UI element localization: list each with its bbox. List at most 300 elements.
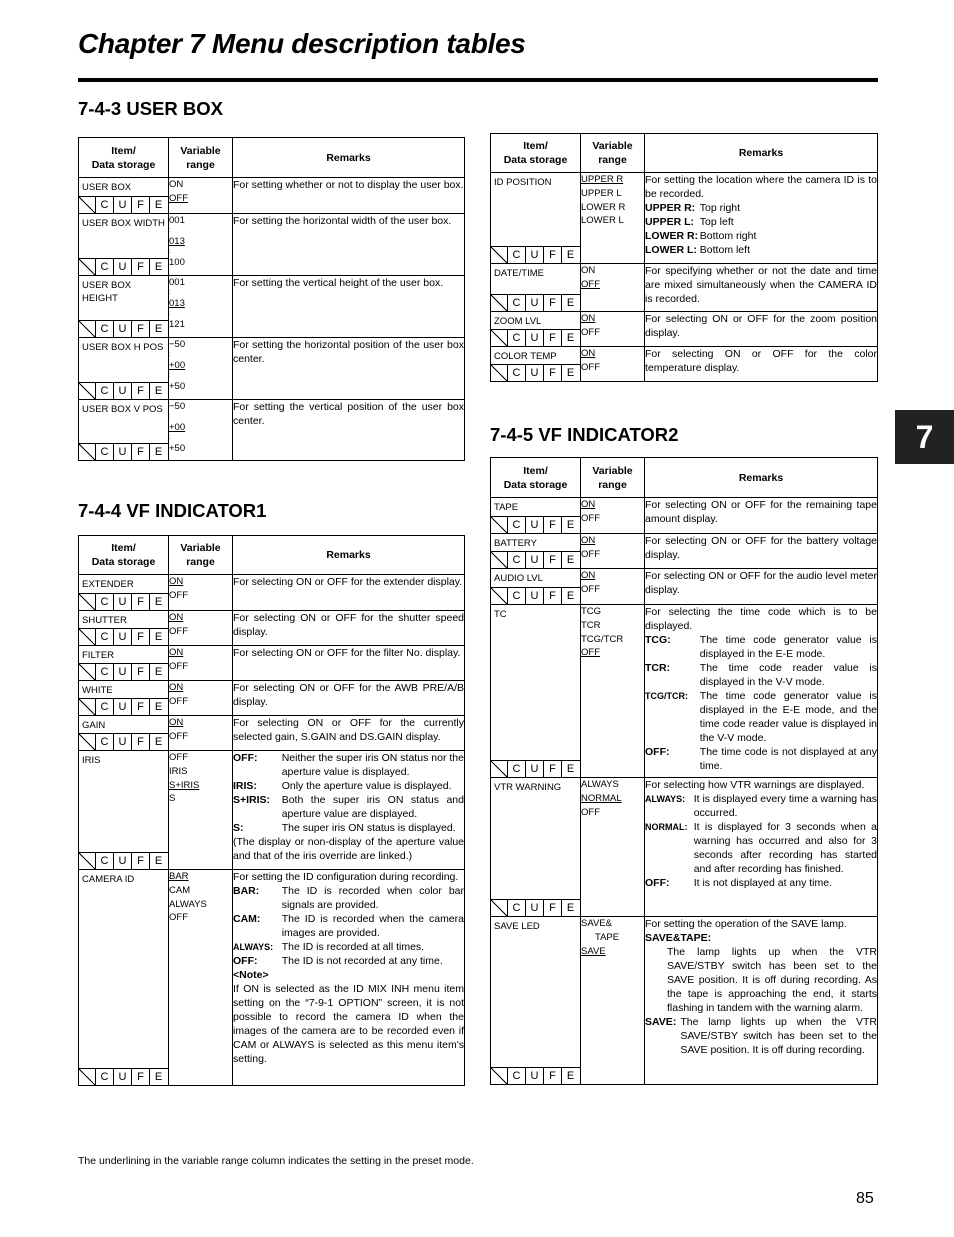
range-value: ALWAYS: [169, 898, 207, 910]
header-item-storage: [79, 536, 169, 575]
item-name: GAIN: [82, 720, 106, 731]
definition-term: OFF:: [233, 955, 258, 967]
storage-cell-c: C: [508, 517, 526, 533]
diagonal-slash-cell: [79, 321, 96, 337]
storage-cell-c: C: [96, 664, 114, 680]
definition-term: SAVE:: [645, 1016, 677, 1028]
header-item-label: Item/: [111, 144, 136, 157]
definition-item: [233, 751, 464, 779]
range-value: 013: [169, 297, 185, 309]
range-value: OFF: [169, 625, 188, 637]
definition-item: [645, 201, 877, 215]
item-cell: [491, 312, 581, 347]
storage-cell-c: C: [96, 734, 114, 750]
header-storage-label: Data storage: [91, 158, 156, 171]
definition-text: The lamp lights up when the VTR SAVE/STBY switch has been set to the SAVE position. It is off during recording.: [680, 1016, 877, 1056]
storage-cell-e: E: [566, 297, 575, 309]
item-name: FILTER: [82, 650, 115, 661]
definition-text: Bottom right: [699, 230, 757, 242]
storage-cell-e: E: [154, 385, 163, 397]
data-storage-grid: [491, 294, 580, 311]
item-cell: [79, 276, 169, 338]
storage-cell-f: F: [544, 295, 562, 311]
remarks-cell: [645, 778, 878, 917]
item-name: SAVE LED: [494, 921, 540, 932]
definition-term: TCR:: [645, 662, 671, 674]
definition-text: The ID is not recorded at any time.: [281, 955, 443, 967]
diagonal-slash-cell: [491, 761, 508, 777]
item-cell: [79, 178, 169, 214]
variable-range-cell: [169, 611, 233, 646]
remarks-cell: For selecting ON or OFF for the battery voltage display.: [645, 534, 878, 569]
item-name: USER BOX V POS: [82, 404, 163, 415]
range-value: TCR: [581, 619, 601, 631]
item-cell: [79, 646, 169, 681]
variable-range-cell: [169, 575, 233, 611]
data-storage-grid: [491, 551, 580, 568]
data-storage-grid: [491, 364, 580, 381]
definition-item: [645, 1015, 877, 1057]
range-value: ON: [169, 179, 184, 190]
range-value: BAR: [169, 871, 189, 882]
range-value: 001: [169, 277, 185, 288]
diagonal-slash-cell: [79, 594, 96, 610]
storage-cell-u: U: [114, 444, 132, 460]
storage-cell-u: U: [526, 365, 544, 381]
storage-cell-u: U: [114, 664, 132, 680]
storage-cell-e: E: [154, 666, 163, 678]
header-variable-label: Variable: [180, 542, 221, 554]
storage-cell-f: F: [132, 594, 150, 610]
table-row: [491, 312, 878, 347]
range-value: ALWAYS: [581, 779, 619, 790]
table-row: [79, 751, 465, 870]
storage-cell-c: C: [96, 1069, 114, 1085]
item-cell: [79, 214, 169, 276]
storage-cell-e: E: [154, 701, 163, 713]
item-cell: [491, 264, 581, 312]
storage-cell-e: E: [566, 1070, 575, 1082]
header-item-storage: [491, 134, 581, 173]
storage-cell-u: U: [526, 295, 544, 311]
range-value: OFF: [169, 912, 188, 924]
storage-cell-c: C: [96, 259, 114, 275]
definition-term: OFF:: [645, 746, 670, 758]
diagonal-slash-cell: [79, 197, 96, 213]
item-name: USER BOX: [82, 182, 132, 193]
note-label: <Note>: [233, 969, 269, 981]
data-storage-grid: [491, 760, 580, 777]
storage-cell-e: E: [566, 554, 575, 566]
definition-text: It is not displayed at any time.: [693, 877, 833, 889]
item-cell: [491, 917, 581, 1085]
range-value: ON: [581, 570, 596, 581]
definition-item: [233, 793, 464, 821]
storage-cell-c: C: [96, 321, 114, 337]
table-row: [491, 534, 878, 569]
storage-cell-c: C: [96, 594, 114, 610]
header-variable-label: Variable: [180, 144, 221, 157]
range-value: −50: [169, 401, 186, 412]
range-value: :: [169, 351, 171, 358]
chapter-title: Chapter 7 Menu description tables: [78, 28, 526, 59]
header-row: [491, 134, 878, 173]
variable-range-cell: [581, 173, 645, 264]
header-range-label: range: [598, 478, 627, 491]
variable-range-cell: [169, 178, 233, 214]
table-row: [79, 646, 465, 681]
remarks-cell: For selecting ON or OFF for the color temperature display.: [645, 347, 878, 382]
item-cell: [491, 173, 581, 264]
storage-cell-e: E: [566, 763, 575, 775]
range-value: OFF: [581, 512, 600, 524]
header-remarks: Remarks: [645, 458, 878, 498]
variable-range-cell: [169, 276, 233, 338]
section-title-user-box: 7-4-3 USER BOX: [78, 98, 223, 119]
remarks-cell: For selecting ON or OFF for the AWB PRE/A/B display.: [233, 681, 465, 716]
range-value: +50: [169, 442, 186, 454]
remarks-intro: For setting the location where the camera ID is to be recorded.: [645, 174, 877, 200]
diagonal-slash-cell: [79, 629, 96, 645]
header-storage-label: Data storage: [91, 556, 156, 568]
storage-cell-f: F: [544, 365, 562, 381]
chapter-side-tab: 7: [895, 410, 954, 464]
definition-text: It is displayed for 3 seconds when a warning has occurred and also for 3 seconds after recording has started and after recording has finished.: [693, 821, 877, 875]
remarks-cell: [233, 751, 465, 870]
table-row: [491, 605, 878, 778]
storage-cell-c: C: [96, 699, 114, 715]
item-name: ID POSITION: [494, 177, 552, 188]
range-value: OFF: [169, 752, 188, 763]
variable-range-cell: [581, 605, 645, 778]
remarks-cell: For selecting ON or OFF for the shutter speed display.: [233, 611, 465, 646]
range-value: ON: [581, 348, 596, 359]
variable-range-cell: [581, 917, 645, 1085]
storage-cell-f: F: [544, 761, 562, 777]
variable-range-cell: [581, 534, 645, 569]
range-value: LOWER R: [581, 201, 626, 213]
data-storage-grid: [491, 587, 580, 604]
storage-cell-e: E: [154, 261, 163, 273]
storage-cell-f: F: [544, 517, 562, 533]
storage-cell-f: F: [544, 588, 562, 604]
range-value: :: [169, 227, 171, 234]
diagonal-slash-cell: [79, 734, 96, 750]
range-value: −50: [169, 339, 186, 350]
storage-cell-u: U: [114, 197, 132, 213]
header-item-storage: [79, 138, 169, 178]
data-storage-grid: [491, 246, 580, 263]
remarks-cell: For setting whether or not to display the user box.: [233, 178, 465, 214]
definition-term: LOWER L:: [645, 244, 697, 256]
definition-term: BAR:: [233, 885, 260, 897]
range-value: :: [169, 372, 171, 379]
storage-cell-u: U: [114, 699, 132, 715]
definition-text: The time code reader value is displayed in the V-V mode.: [699, 662, 877, 688]
range-value: S+IRIS: [169, 779, 200, 791]
definition-item: [645, 689, 877, 745]
definition-text: The ID is recorded when the camera images are provided.: [281, 913, 464, 939]
data-storage-grid: [79, 1068, 168, 1085]
storage-cell-f: F: [132, 699, 150, 715]
storage-cell-u: U: [114, 321, 132, 337]
range-value: OFF: [581, 326, 600, 338]
storage-cell-e: E: [154, 323, 163, 335]
variable-range-cell: [581, 498, 645, 534]
remarks-intro: For setting the operation of the SAVE lamp.: [645, 918, 847, 930]
range-value: TAPE: [595, 931, 620, 943]
storage-cell-c: C: [508, 1068, 526, 1084]
table-row: [79, 575, 465, 611]
data-storage-grid: [79, 593, 168, 610]
variable-range-cell: [581, 264, 645, 312]
definition-term: UPPER R:: [645, 202, 696, 214]
range-value: +50: [169, 380, 186, 392]
range-value: OFF: [581, 278, 600, 290]
range-value: ON: [581, 535, 596, 546]
header-range-label: range: [186, 158, 215, 171]
table-row: [491, 778, 878, 917]
definition-text: Top left: [699, 216, 734, 228]
remarks-note: (The display or non-display of the aperture value and that of the iris override are linked.): [233, 836, 464, 862]
remarks-intro: For selecting how VTR warnings are displayed.: [645, 779, 865, 791]
table-row: [491, 569, 878, 605]
item-cell: [491, 534, 581, 569]
diagonal-slash-cell: [491, 247, 508, 263]
variable-range-cell: [169, 338, 233, 400]
header-item-label: Item/: [523, 140, 548, 152]
remarks-cell: For setting the vertical position of the user box center.: [233, 400, 465, 461]
definition-text: The super iris ON status is displayed.: [281, 822, 456, 834]
range-value: OFF: [169, 695, 188, 707]
header-variable-label: Variable: [592, 140, 633, 152]
storage-cell-u: U: [526, 517, 544, 533]
table-row: [79, 276, 465, 338]
definition-term: NORMAL:: [645, 822, 688, 832]
range-value: NORMAL: [581, 792, 622, 804]
storage-cell-e: E: [566, 332, 575, 344]
definition-item: [645, 661, 877, 689]
header-item-storage: [491, 458, 581, 498]
data-storage-grid: [79, 698, 168, 715]
definition-term: ALWAYS:: [233, 942, 274, 952]
storage-cell-e: E: [566, 249, 575, 261]
header-variable-label: Variable: [592, 464, 633, 477]
storage-cell-f: F: [544, 330, 562, 346]
range-value: ON: [581, 265, 596, 276]
storage-cell-u: U: [114, 734, 132, 750]
storage-cell-u: U: [526, 1068, 544, 1084]
item-cell: [79, 751, 169, 870]
storage-cell-f: F: [132, 1069, 150, 1085]
storage-cell-c: C: [508, 552, 526, 568]
storage-cell-f: F: [132, 734, 150, 750]
storage-cell-f: F: [132, 853, 150, 869]
storage-cell-u: U: [526, 552, 544, 568]
item-name: VTR WARNING: [494, 782, 562, 793]
item-name: DATE/TIME: [494, 268, 544, 279]
remarks-cell: For setting the horizontal position of the user box center.: [233, 338, 465, 400]
definition-term: CAM:: [233, 913, 261, 925]
storage-cell-u: U: [114, 1069, 132, 1085]
storage-cell-f: F: [132, 197, 150, 213]
remarks-cell: For selecting ON or OFF for the extender display.: [233, 575, 465, 611]
remarks-cell: For specifying whether or not the date and time are mixed simultaneously when the CAMERA ID is recorded.: [645, 264, 878, 312]
diagonal-slash-cell: [491, 330, 508, 346]
definition-text: Only the aperture value is displayed.: [281, 780, 452, 792]
storage-cell-f: F: [544, 900, 562, 916]
variable-range-cell: [581, 347, 645, 382]
table-row: [79, 870, 465, 1086]
storage-cell-u: U: [526, 330, 544, 346]
item-name: USER BOX H POS: [82, 342, 164, 353]
header-remarks: Remarks: [233, 138, 465, 178]
storage-cell-e: E: [566, 590, 575, 602]
footnote: The underlining in the variable range column indicates the setting in the preset mode.: [78, 1155, 474, 1167]
range-value: OFF: [581, 583, 600, 595]
remarks-intro: For setting the ID configuration during recording.: [233, 871, 459, 883]
header-variable-range: [581, 134, 645, 173]
header-variable-range: [581, 458, 645, 498]
item-name: SHUTTER: [82, 615, 127, 626]
table-row: [491, 347, 878, 382]
header-item-label: Item/: [111, 542, 136, 554]
definition-text: Top right: [699, 202, 741, 214]
definition-item: [233, 940, 464, 954]
storage-cell-c: C: [508, 761, 526, 777]
remarks-cell: [233, 870, 465, 1086]
table-row: [79, 716, 465, 751]
data-storage-grid: [79, 258, 168, 275]
definition-text: The ID is recorded when color bar signals are provided.: [281, 885, 464, 911]
range-value: ON: [169, 612, 184, 623]
range-value: CAM: [169, 884, 191, 896]
header-row: [79, 536, 465, 575]
data-storage-grid: [79, 320, 168, 337]
table-row: [491, 264, 878, 312]
diagonal-slash-cell: [491, 900, 508, 916]
storage-cell-c: C: [508, 330, 526, 346]
range-value: UPPER L: [581, 187, 622, 199]
definition-term: LOWER R:: [645, 230, 699, 242]
definition-text: The time code generator value is displayed in the E-E mode.: [699, 634, 877, 660]
definition-term: SAVE&TAPE:: [645, 932, 712, 944]
variable-range-cell: [169, 870, 233, 1086]
data-storage-grid: [79, 196, 168, 213]
item-cell: [79, 870, 169, 1086]
data-storage-grid: [79, 733, 168, 750]
remarks-cell: [645, 917, 878, 1085]
data-storage-grid: [491, 329, 580, 346]
storage-cell-u: U: [114, 629, 132, 645]
user-box-table: [78, 137, 465, 461]
range-value: ON: [169, 682, 184, 693]
range-value: OFF: [169, 730, 188, 742]
item-name: AUDIO LVL: [494, 573, 543, 584]
vf-indicator1-table: [78, 535, 465, 1086]
storage-cell-u: U: [114, 259, 132, 275]
storage-cell-c: C: [508, 588, 526, 604]
item-cell: [491, 347, 581, 382]
storage-cell-e: E: [566, 902, 575, 914]
vf-indicator2-table: [490, 457, 878, 1085]
range-value: IRIS: [169, 765, 188, 777]
definition-item: [645, 745, 877, 773]
range-value: OFF: [581, 647, 600, 659]
item-name: USER BOX WIDTH: [82, 218, 165, 229]
range-value: ON: [169, 717, 184, 728]
range-value: :: [169, 289, 171, 296]
storage-cell-e: E: [154, 736, 163, 748]
data-storage-grid: [491, 1067, 580, 1084]
storage-cell-f: F: [132, 259, 150, 275]
definition-item: [645, 229, 877, 243]
definition-text: The ID is recorded at all times.: [281, 941, 425, 953]
storage-cell-e: E: [154, 1071, 163, 1083]
range-value: LOWER L: [581, 215, 624, 227]
diagonal-slash-cell: [491, 365, 508, 381]
definition-term: OFF:: [233, 752, 258, 764]
variable-range-cell: [169, 214, 233, 276]
diagonal-slash-cell: [79, 259, 96, 275]
remarks-cell: For selecting ON or OFF for the zoom position display.: [645, 312, 878, 347]
definition-term: IRIS:: [233, 780, 257, 792]
storage-cell-c: C: [96, 383, 114, 399]
storage-cell-f: F: [544, 1068, 562, 1084]
table-row: [491, 498, 878, 534]
storage-cell-f: F: [544, 552, 562, 568]
range-value: ON: [581, 313, 596, 324]
range-value: +00: [169, 421, 186, 433]
item-cell: [79, 575, 169, 611]
range-value: OFF: [581, 548, 600, 560]
storage-cell-e: E: [154, 596, 163, 608]
diagonal-slash-cell: [491, 588, 508, 604]
storage-cell-u: U: [114, 594, 132, 610]
storage-cell-c: C: [96, 444, 114, 460]
header-remarks: Remarks: [645, 134, 878, 173]
item-name: WHITE: [82, 685, 113, 696]
item-name: COLOR TEMP: [494, 351, 557, 362]
range-value: ON: [581, 499, 596, 510]
data-storage-grid: [79, 443, 168, 460]
table-row: [79, 400, 465, 461]
range-value: 100: [169, 256, 185, 268]
storage-cell-e: E: [154, 446, 163, 458]
range-value: OFF: [581, 806, 600, 818]
item-cell: [79, 681, 169, 716]
section-title-vf-indicator1: 7-4-4 VF INDICATOR1: [78, 500, 267, 521]
variable-range-cell: [169, 646, 233, 681]
diagonal-slash-cell: [491, 552, 508, 568]
storage-cell-e: E: [154, 631, 163, 643]
range-value: TCG/TCR: [581, 633, 624, 645]
definition-term: ALWAYS:: [645, 794, 686, 804]
storage-cell-u: U: [526, 247, 544, 263]
storage-cell-u: U: [526, 761, 544, 777]
diagonal-slash-cell: [79, 383, 96, 399]
definition-term: OFF:: [645, 877, 670, 889]
storage-cell-c: C: [508, 295, 526, 311]
remarks-note: If ON is selected as the ID MIX INH menu item setting on the “7-9-1 OPTION” screen, it is not possible to record the camera ID when the images of the camera are to be recorded even if CAM or ALWAYS is selected as this menu item's setting.: [233, 983, 464, 1065]
data-storage-grid: [491, 899, 580, 916]
remarks-cell: For selecting ON or OFF for the audio level meter display.: [645, 569, 878, 605]
variable-range-cell: [169, 716, 233, 751]
definition-item: [645, 820, 877, 876]
remarks-cell: [645, 173, 878, 264]
item-name: ZOOM LVL: [494, 316, 542, 327]
storage-cell-c: C: [508, 247, 526, 263]
